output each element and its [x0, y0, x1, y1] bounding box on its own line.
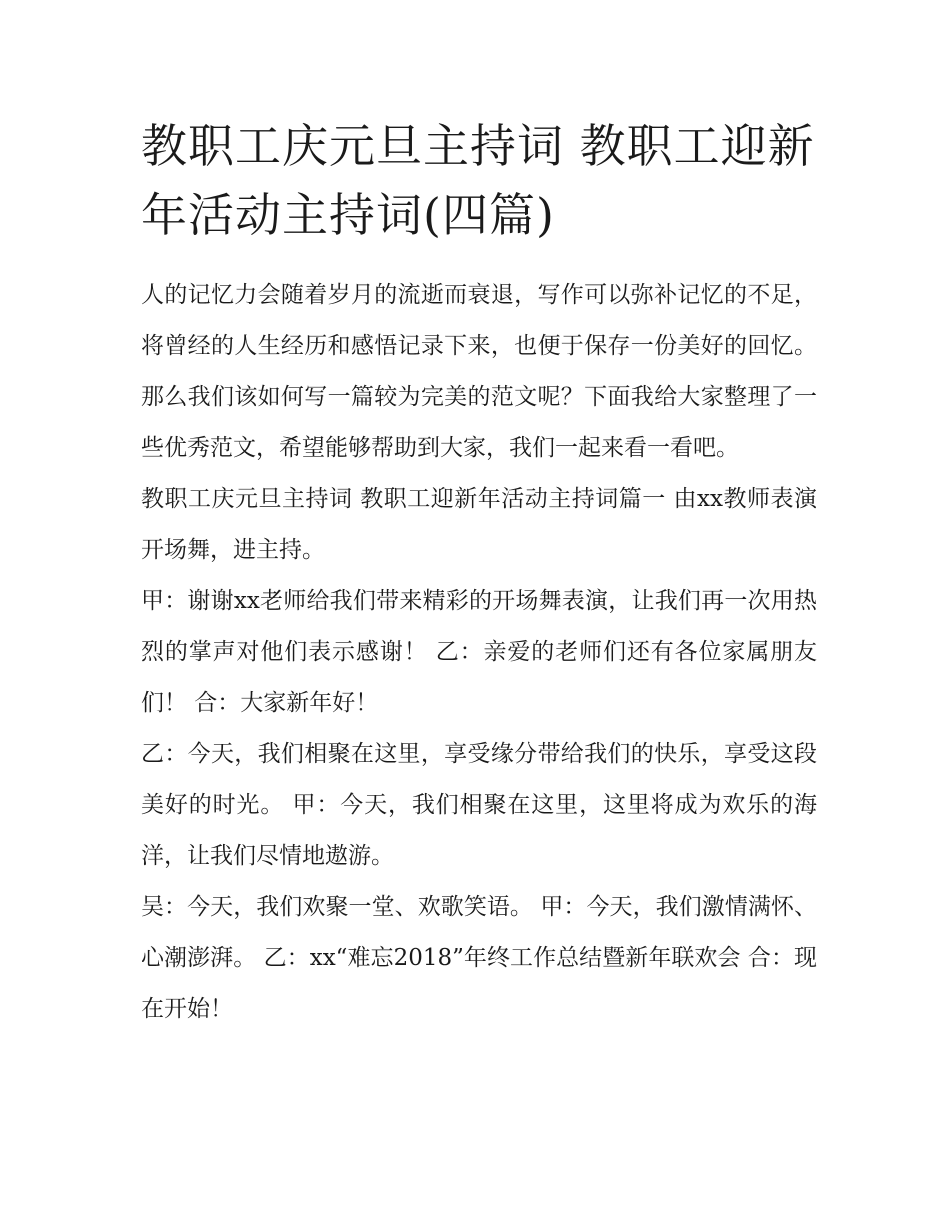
intro-paragraph: 人的记忆力会随着岁月的流逝而衰退，写作可以弥补记忆的不足，将曾经的人生经历和感悟记录下来，也便于保存一份美好的回忆。那么我们该如何写一篇较为完美的范文呢？下面我给大家整理了一些优秀范文，希望能够帮助到大家，我们一起来看一看吧。	[141, 282, 817, 461]
dialogue-paragraph: 吴：今天，我们欢聚一堂、欢歌笑语。 甲：今天，我们激情满怀、心潮澎湃。 乙：xx“难忘2018”年终工作总结暨新年联欢会 合：现在开始！	[141, 894, 817, 1022]
document-page	[141, 112, 817, 1035]
dialogue-paragraph: 甲：谢谢xx老师给我们带来精彩的开场舞表演，让我们再一次用热烈的掌声对他们表示感谢！ 乙：亲爱的老师们还有各位家属朋友们！ 合：大家新年好！	[141, 588, 817, 716]
section-heading-paragraph: 教职工庆元旦主持词 教职工迎新年活动主持词篇一 由xx教师表演开场舞，进主持。	[141, 486, 817, 563]
dialogue-paragraph: 乙：今天，我们相聚在这里，享受缘分带给我们的快乐，享受这段美好的时光。 甲：今天，我们相聚在这里，这里将成为欢乐的海洋，让我们尽情地遨游。	[141, 741, 817, 869]
document-title: 教职工庆元旦主持词 教职工迎新年活动主持词(四篇)	[141, 119, 815, 242]
